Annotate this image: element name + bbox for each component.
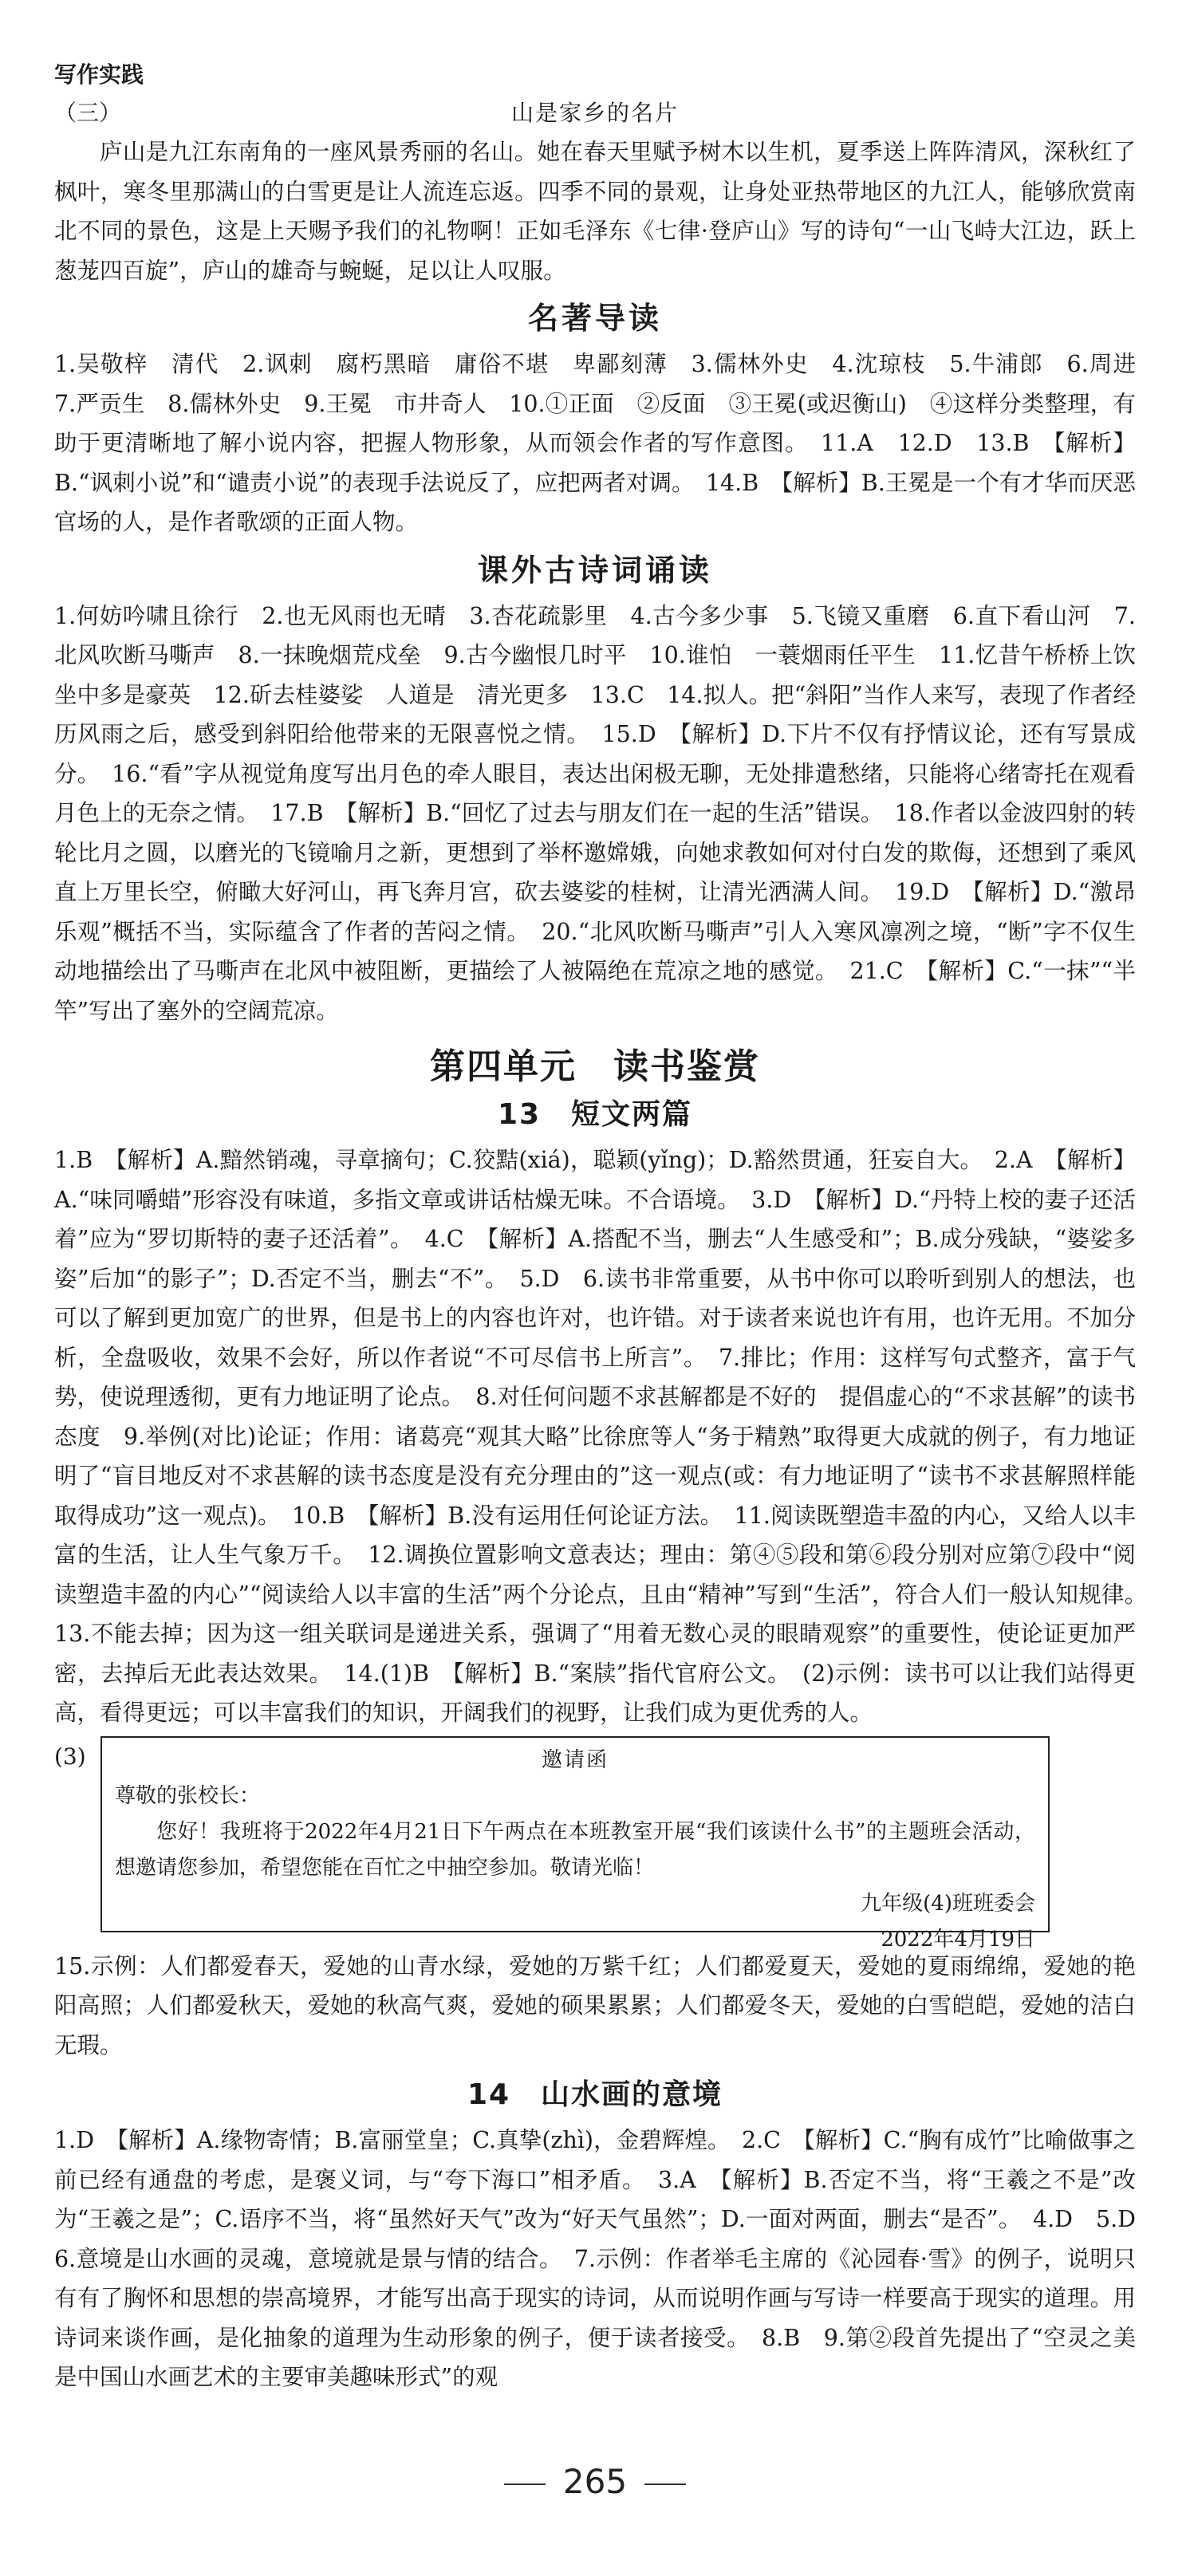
lesson-13-heading: 13 短文两篇: [497, 1098, 693, 1131]
essay-title: 山是家乡的名片: [510, 100, 679, 126]
invitation-greeting: 尊敬的张校长：: [115, 1783, 261, 1808]
classics-section: [54, 295, 1159, 542]
poetry-answers: 1.何妨吟啸且徐行 2.也无风雨也无晴 3.杏花疏影里 4.古今多少事 5.飞镜又重磨 6.直下看山河 7.北风吹断马嘶声 8.一抹晚烟荒戍垒 9.古今幽恨几时平 10.谁怕 一蓑烟雨任平生 11.忆昔午桥桥上饮 坐中多是豪英 12.斫去桂婆娑 人道是 清光更多 13.C 14.拟人。把“斜阳”当作人来写，表现了作者经历风雨之后，感受到斜阳给他带来的无限喜悦之情。 15.D 【解析】D.下片不仅有抒情议论，还有写景成分。 16.“看”字从视觉角度写出月色的牵人眼目，表达出闲极无聊，无处排遣愁绪，只能将心绪寄托在观看月色上的无奈之情。 17.B 【解析】B.“回忆了过去与朋友们在一起的生活”错误。 18.作者以金波四射的转轮比月之圆，以磨光的飞镜喻月之新，更想到了举杯邀嫦娥，向她求教如何对付白发的欺侮，还想到了乘风直上万里长空，俯瞰大好河山，再飞奔月宫，砍去婆娑的桂树，让清光洒满人间。 19.D 【解析】D.“激昂乐观”概括不当，实际蕴含了作者的苦闷之情。 20.“北风吹断马嘶声”引人入寒风凛冽之境，“断”字不仅生动地描绘出了马嘶声在北风中被阻断，更描绘了人被隔绝在荒凉之地的感觉。 21.C 【解析】C.“一抹”“半竿”写出了塞外的空阔荒凉。: [54, 602, 1159, 1024]
lesson-14-answers: 1.D 【解析】A.缘物寄情；B.富丽堂皇；C.真挚(zhì)，金碧辉煌。 2.C 【解析】C.“胸有成竹”比喻做事之前已经有通盘的考虑，是褒义词，与“夸下海口”相矛盾。 3.A 【解析】B.否定不当，将“王羲之不是”改为“王羲之是”；C.语序不当，将“虽然好天气”改为“好天气虽然”；D.一面对两面，删去“是否”。 4.D 5.D 6.意境是山水画的灵魂，意境就是景与情的结合。 7.示例：作者举毛主席的《沁园春·雪》的例子，说明只有有了胸怀和思想的崇高境界，才能写出高于现实的诗词，从而说明作画与写诗一样要高于现实的道理。用诗词来谈作画，是化抽象的道理为生动形象的例子，便于读者接受。 8.B 9.第②段首先提出了“空灵之美是中国山水画艺术的主要审美趣味形式”的观: [54, 2127, 1159, 2390]
invitation-box: [100, 1736, 1050, 1952]
invitation-signer: 九年级(4)班班委会: [861, 1891, 1035, 1916]
essay-text: 庐山是九江东南角的一座风景秀丽的名山。她在春天里赋予树木以生机，夏季送上阵阵清风，深秋红了枫叶，寒冬里那满山的白雪更是让人流连忘返。四季不同的景观，让身处亚热带地区的九江人，能够欣赏南北不同的景色，这是上天赐予我们的礼物啊！正如毛泽东《七律·登庐山》写的诗句“一山飞峙大江边，跃上葱茏四百旋”，庐山的雄奇与蜿蜒，足以让人叹服。: [54, 139, 1136, 284]
lesson-13-answers: 1.B 【解析】A.黯然销魂，寻章摘句；C.狡黠(xiá)，聪颖(yǐng)；D.豁然贯通，狂妄自大。 2.A 【解析】A.“味同嚼蜡”形容没有味道，多指文章或讲话枯燥无味。不合语境。 3.D 【解析】D.“丹特上校的妻子还活着”应为“罗切斯特的妻子还活着”。 4.C 【解析】A.搭配不当，删去“人生感受和”；B.成分残缺，“婆娑多姿”后加“的影子”；D.否定不当，删去“不”。 5.D 6.读书非常重要，从书中你可以聆听到别人的想法，也可以了解到更加宽广的世界，但是书上的内容也许对，也许错。对于读者来说也许有用，也许无用。不加分析，全盘吸收，效果不会好，所以作者说“不可尽信书上所言”。 7.排比；作用：这样写句式整齐，富于气势，使说理透彻，更有力地证明了论点。 8.对任何问题不求甚解都是不好的 提倡虚心的“不求甚解”的读书态度 9.举例(对比)论证；作用：诸葛亮“观其大略”比徐庶等人“务于精熟”取得更大成就的例子，有力地证明了“盲目地反对不求甚解的读书态度是没有充分理由的”这一观点(或：有力地证明了“读书不求甚解照样能取得成功”这一观点)。 10.B 【解析】B.没有运用任何论证方法。 11.阅读既塑造丰盈的内心，又给人以丰富的生活，让人生气象万千。 12.调换位置影响文意表达；理由：第④⑤段和第⑥段分别对应第⑦段中“阅读塑造丰盈的内心”“阅读给人以丰富的生活”两个分论点，且由“精神”写到“生活”，符合人们一般认知规律。 13.不能去掉；因为这一组关联词是递进关系，强调了“用着无数心灵的眼睛观察”的重要性，使论证更加严密，去掉后无此表达效果。 14.(1)B 【解析】B.“案牍”指代官府公文。 (2)示例：读书可以让我们站得更高，看得更远；可以丰富我们的知识，开阔我们的视野，让我们成为更优秀的人。: [54, 1147, 1159, 1726]
invitation-row: [54, 1736, 1136, 1952]
poetry-section: [54, 547, 1159, 1031]
footer-right-rule: [644, 2483, 686, 2485]
classics-answers: 1.吴敬梓 清代 2.讽刺 腐朽黑暗 庸俗不堪 卑鄙刻薄 3.儒林外史 4.沈琼枝 5.牛浦郎 6.周进 7.严贡生 8.儒林外史 9.王冕 市井奇人 10.①正面 ②反面 ③王冕(或迟衡山) ④这样分类整理，有助于更清晰地了解小说内容，把握人物形象，从而领会作者的写作意图。 11.A 12.D 13.B 【解析】B.“讽刺小说”和“谴责小说”的表现手法说反了，应把两者对调。 14.B 【解析】B.王冕是一个有才华而厌恶官场的人，是作者歌颂的正面人物。: [54, 351, 1159, 535]
unit-heading: 第四单元 读书鉴赏: [430, 1046, 760, 1087]
invitation-date: 2022年4月19日: [881, 1927, 1035, 1952]
essay-part-number: （三）: [54, 100, 122, 126]
lesson-14-heading: 14 山水画的意境: [467, 2078, 723, 2111]
invitation-body: 您好！我班将于2022年4月21日下午两点在本班教室开展“我们该读什么书”的主题班会活动，想邀请您参加，希望您能在百忙之中抽空参加。敬请光临！: [115, 1819, 1035, 1880]
invitation-question-mark: (3): [54, 1743, 86, 1770]
classics-heading: 名著导读: [527, 301, 662, 336]
poetry-heading: 课外古诗词诵读: [477, 552, 712, 588]
footer-left-rule: [504, 2483, 546, 2485]
lesson-13-answer-15: 15.示例：人们都爱春天，爱她的山青水绿，爱她的万紫千红；人们都爱夏天，爱她的夏雨绵绵，爱她的艳阳高照；人们都爱秋天，爱她的秋高气爽，爱她的硕果累累；人们都爱冬天，爱她的白雪皑皑，爱她的洁白无瑕。: [54, 1952, 1136, 2058]
lesson-13-section: [54, 1093, 1159, 2065]
writing-practice-section: [54, 56, 1136, 290]
page-number-footer: [0, 2458, 1190, 2506]
answer-page: [54, 56, 1159, 2397]
writing-practice-label: 写作实践: [54, 61, 144, 88]
essay-heading: [54, 94, 1136, 132]
page-number: 265: [562, 2462, 628, 2501]
lesson-14-section: [54, 2073, 1159, 2397]
invitation-title: 邀请函: [541, 1747, 609, 1772]
